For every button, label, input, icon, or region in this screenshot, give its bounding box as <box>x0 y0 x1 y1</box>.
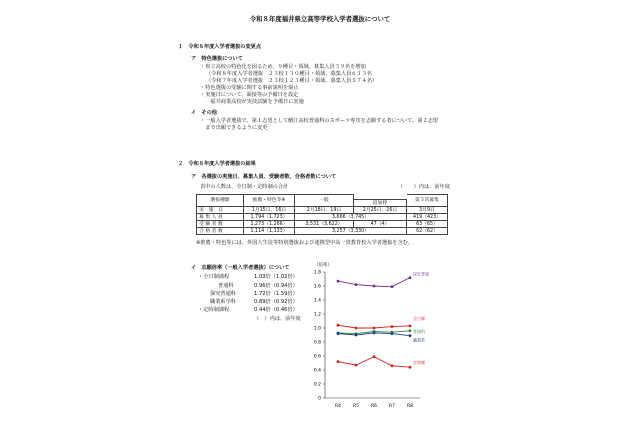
data-point <box>391 285 394 288</box>
x-tick-label: R5 <box>353 404 359 409</box>
data-point <box>409 276 412 279</box>
table-note-right: （ ）内は、前年度 <box>398 184 450 190</box>
data-point <box>373 327 376 330</box>
section1-a-line: ・県立高校の特色化を図るため、９種目・領域、募集人員３９名を増加 <box>200 64 366 70</box>
x-tick-label: R6 <box>371 404 377 409</box>
ratio-value: 0.89倍（0.92倍） <box>254 299 298 305</box>
data-point <box>337 360 340 363</box>
section2-a-heading: ア 各選抜の実施日、募集人員、受験者数、合格者数について <box>191 174 337 180</box>
section1-i-line: ・一般入学者選抜で、第１志望として鯖江高校普通科のスポーツ専攻を志願する者について、第２志望 <box>200 118 439 124</box>
data-point <box>409 334 412 337</box>
data-point <box>337 332 340 335</box>
y-tick-label: 0.8 <box>313 340 321 346</box>
table-cell: 3月9日 <box>407 207 448 214</box>
series-label: 普通科 <box>413 328 425 334</box>
data-point <box>373 355 376 358</box>
ratio-name: 普通科 <box>218 283 234 289</box>
table-note-left: 表中の人数は、全日制・定時制の合計 <box>200 184 289 190</box>
section1-a-line: 福井商業高校が実技試験を予備日に実施 <box>200 99 304 105</box>
ratio-name: 職業系学科 <box>210 299 236 305</box>
table-cell: 受 験 者 数 <box>197 221 244 228</box>
x-tick-label: R7 <box>389 404 395 409</box>
section2-heading: ２ 令和８年度入学者選抜の結果 <box>178 161 256 167</box>
y-tick-label: 1.0 <box>313 326 321 332</box>
ratio-name: ・全日制課程 <box>198 274 230 280</box>
data-point <box>355 364 358 367</box>
table-cell: 募 集 人 員 <box>197 214 244 221</box>
section2-i-heading: イ 志願倍率（一般入学者選抜）について <box>191 265 290 271</box>
data-point <box>391 325 394 328</box>
data-point <box>391 332 394 335</box>
table-cell: 62（62） <box>407 228 448 235</box>
table-cell: 実 施 日 <box>197 207 244 214</box>
ratio-value: 1.72倍（1.59倍） <box>254 291 298 297</box>
data-point <box>337 280 340 283</box>
ratio-name: 探究普通科 <box>210 291 236 297</box>
document-title: 令和８年度福井県立高等学校入学者選抜について <box>249 15 391 23</box>
y-tick-label: 0.2 <box>313 382 321 388</box>
data-point <box>373 285 376 288</box>
series-label: 定時制 <box>413 360 425 366</box>
y-tick-label: 0.6 <box>313 354 321 360</box>
table-header-cell: 一般 <box>295 195 354 207</box>
series-label: 職業系 <box>413 337 425 343</box>
x-tick-label: R8 <box>407 404 413 409</box>
y-tick-label: 1.8 <box>313 270 321 276</box>
table-cell: 1月15日、16日 <box>244 207 295 214</box>
table-cell: 2月25日、26日 <box>354 207 407 214</box>
y-tick-label: 1.4 <box>313 298 321 304</box>
table-header-cell: 選抜種類 <box>197 195 244 207</box>
table-cell: 2月18日、19日 <box>295 207 354 214</box>
data-point <box>355 334 358 337</box>
series-line <box>338 357 410 368</box>
section1-i-heading: イ その他 <box>191 110 217 116</box>
ratio-footnote: （ ）内は、前年度 <box>254 316 301 322</box>
table-header-cell: 追加枠 <box>354 200 407 207</box>
y-tick-label: 1.2 <box>313 312 321 318</box>
series-label: 全日制 <box>413 315 425 321</box>
section1-heading: １ 令和８年度入学者選抜の変更点 <box>178 44 262 50</box>
data-point <box>391 364 394 367</box>
section1-i-line: まで出願できるように変更 <box>200 125 268 131</box>
ratio-name: ・定時制課程 <box>198 307 230 313</box>
y-tick-label: 0.4 <box>313 368 321 374</box>
section1-a-line: ・実施日について、面接等の予備日を設定 <box>200 92 299 98</box>
data-point <box>373 332 376 335</box>
y-axis-label: （倍率） <box>314 263 332 268</box>
section1-a-line: （令和８年度入学者選抜 ２３校１３０種目・領域、募集人員６１３名 <box>206 71 373 77</box>
table-cell: 47（4） <box>354 221 407 228</box>
y-tick-label: 1.6 <box>313 284 321 290</box>
x-tick-label: R4 <box>335 404 341 409</box>
table-cell: 63（65） <box>407 221 448 228</box>
section1-a-heading: ア 特色選抜について <box>191 56 243 62</box>
section1-a-line: ・特色選抜の受験に関する事前説明を廃止 <box>200 85 299 91</box>
table-footnote: ※推薦・特色等には、外国人生徒等特別選抜および連携型中高一貫教育校入学者選抜を含む。 <box>196 240 414 246</box>
table-cell: 1,794（1,723） <box>244 214 295 221</box>
table-cell: 3,531（3,622） <box>295 221 354 228</box>
table-cell: 1,114（1,133） <box>244 228 295 235</box>
table-cell: 419（423） <box>407 214 448 221</box>
table-header-cell: 第３次募集 <box>407 195 448 207</box>
data-point <box>355 283 358 286</box>
series-label: 探究普通 <box>413 271 429 277</box>
data-point <box>409 325 412 328</box>
data-point <box>337 324 340 327</box>
table-cell: 3,666（3,745） <box>295 214 407 221</box>
data-point <box>409 329 412 332</box>
section1-a-line: （令和７年度入学者選抜 ２３校１２３種目・領域、募集人員５７４名） <box>206 78 378 84</box>
table-cell: 3,257（3,330） <box>295 228 407 235</box>
ratio-value: 0.44倍（0.46倍） <box>254 307 298 313</box>
ratio-value: 0.96倍（0.94倍） <box>254 283 298 289</box>
table-cell: 合 格 者 数 <box>197 228 244 235</box>
y-tick-label: 0 <box>318 396 321 402</box>
table-cell: 1,273（1,266） <box>244 221 295 228</box>
ratio-value: 1.03倍（1.02倍） <box>254 274 298 280</box>
table-header-cell: 推薦・特色等※ <box>244 195 295 207</box>
data-point <box>355 327 358 330</box>
data-point <box>409 366 412 369</box>
